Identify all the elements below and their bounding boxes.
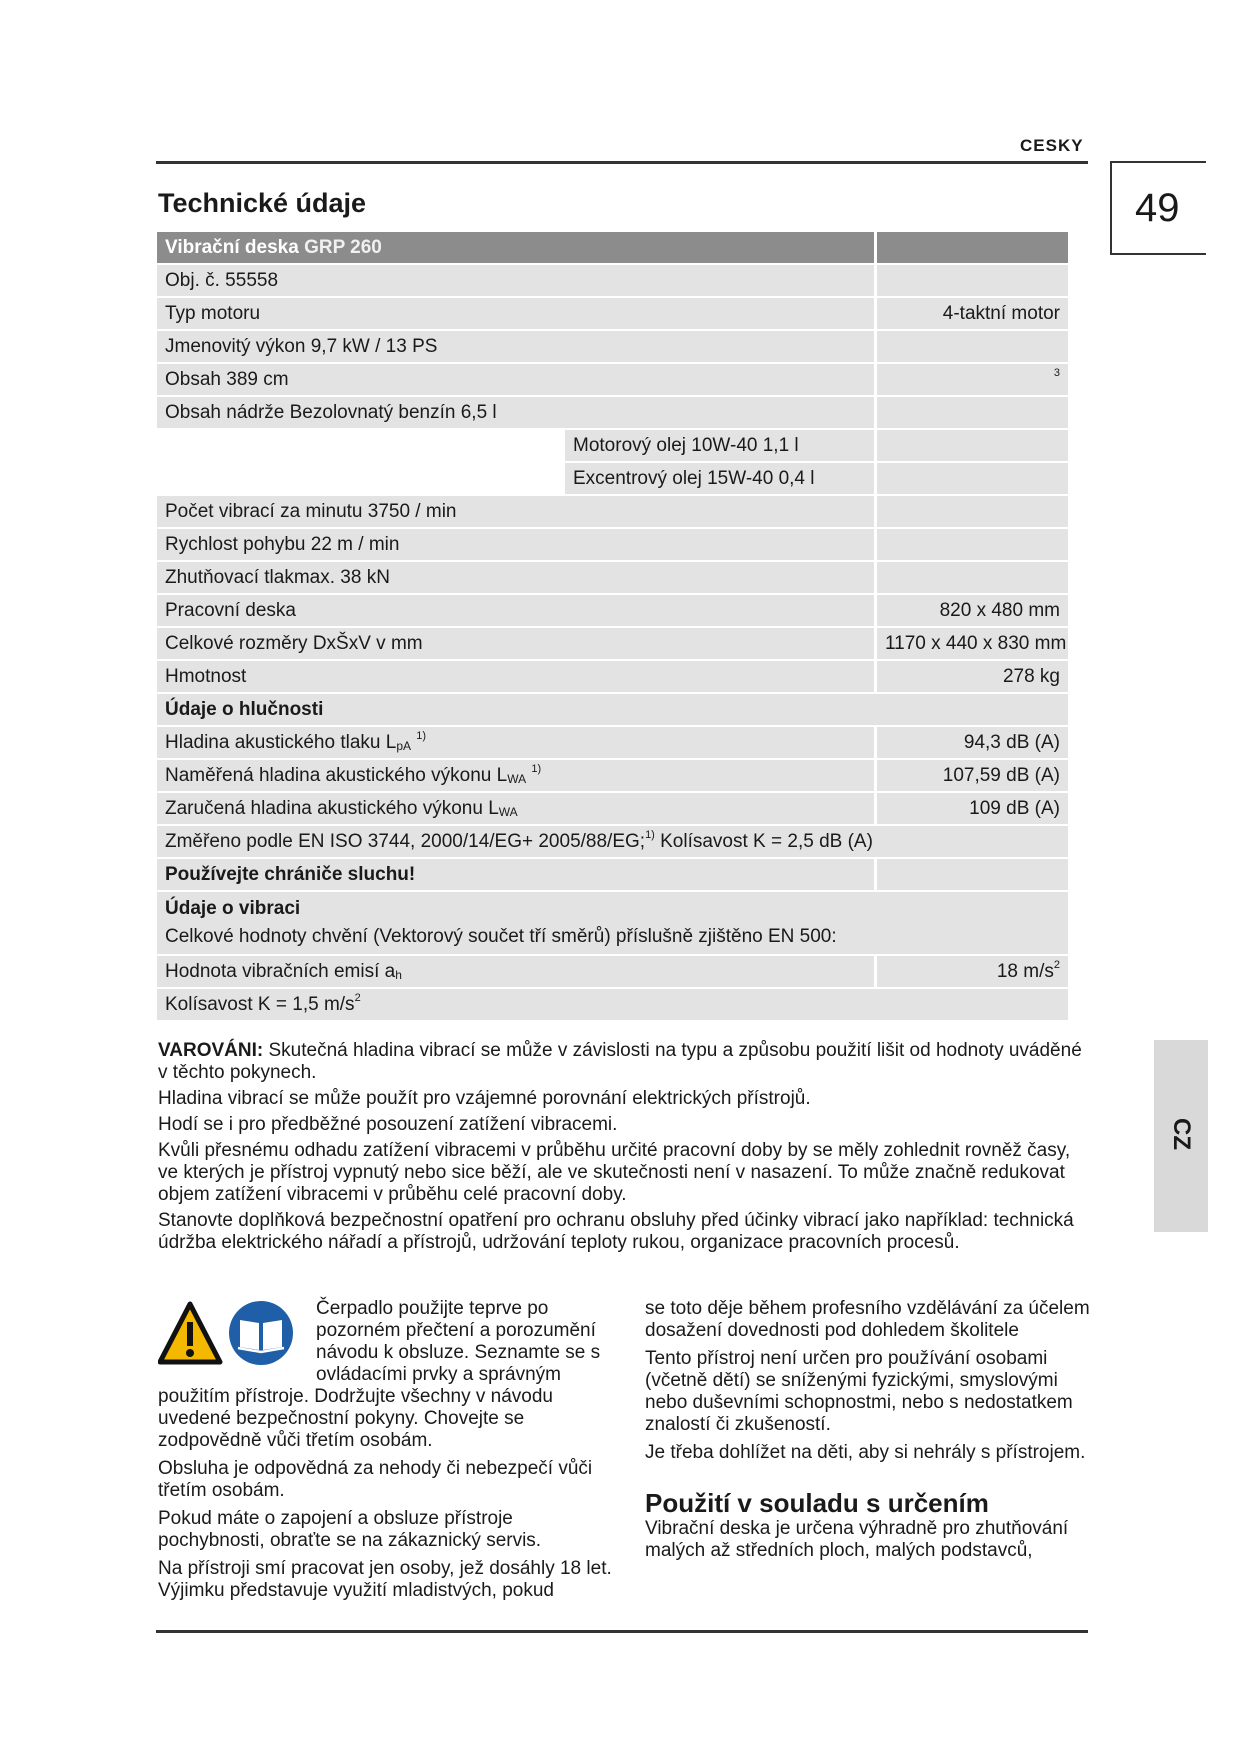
table-header-label: Vibrační deska — [165, 237, 299, 258]
table-row — [157, 529, 1068, 560]
lpa-value: 94,3 dB (A) — [877, 727, 1068, 758]
ear-protection-note: Používejte chrániče sluchu! — [157, 859, 874, 890]
warning-text: Kvůli přesnému odhadu zatížení vibracemi v průběhu určité pracovní doby by se měly zohlednit rovněž časy, ve kterých je přístroj vypnutý nebo sice běží, ale ve skutečnosti není v nasazení. To může značně redukovat objem zatížení vibracemi v průběhu celé pracovní doby. — [158, 1140, 1071, 1205]
side-language-label: CZ — [1168, 1118, 1195, 1150]
noise-uncertainty: Kolísavost K = 2,5 dB (A) — [660, 831, 873, 852]
lwa-guaranteed-value: 109 dB (A) — [877, 793, 1068, 824]
instruction-paragraph: se toto děje během profesního vzdělávání za účelem dosažení dovednosti pod dohledem školitele — [645, 1298, 1090, 1341]
dimensions-value: 1170 x 440 x 830 mm — [877, 628, 1068, 659]
bottom-rule — [156, 1630, 1088, 1633]
warning-text: Stanovte doplňková bezpečnostní opatření pro ochranu obsluhy před účinky vibrací jako například: technická údržba elektrického nářadí a přístrojů, udržování teploty rukou, organizace pracovních procesů. — [158, 1210, 1074, 1253]
instruction-paragraph: Na přístroji smí pracovat jen osoby, jež dosáhly 18 let. Výjimku představuje využití mladistvých, pokud — [158, 1558, 612, 1601]
displacement-sup: 3 — [1053, 367, 1060, 379]
table-row: Zaručená hladina akustického výkonu $L_{WA}$ 109 dB (A) — [157, 793, 1068, 824]
warning-text: Hladina vibrací se může použít pro vzájemné porovnání elektrických přístrojů. — [158, 1088, 811, 1109]
item-number: Obj. č. 55558 — [157, 265, 874, 296]
page-number: 49 — [1135, 186, 1180, 230]
compaction-force: Zhutňovací tlakmax. 38 kN — [157, 562, 874, 593]
displacement: Obsah 389 cm — [157, 364, 874, 395]
instruction-paragraph: Pokud máte o zapojení a obsluze přístroje pochybnosti, obraťte se na zákaznický servis. — [158, 1508, 542, 1551]
vibration-emission-label: Hodnota vibračních emisí a — [165, 961, 396, 982]
spec-table — [157, 232, 1068, 1022]
dimensions-label: Celkové rozměry DxŠxV v mm — [157, 628, 874, 659]
lpa-label: Hladina akustického tlaku L — [165, 732, 397, 753]
weight-label: Hmotnost — [157, 661, 874, 692]
plate-value: 820 x 480 mm — [877, 595, 1068, 626]
travel-speed: Rychlost pohybu 22 m / min — [157, 529, 874, 560]
vibration-total: Celkové hodnoty chvění (Vektorový součet tří směrů) příslušně zjištěno EN 500: — [165, 926, 837, 947]
table-row — [157, 496, 1068, 527]
tank-capacity: Obsah nádrže Bezolovnatý benzín 6,5 l — [157, 397, 874, 428]
measured-standard: Změřeno podle EN ISO 3744, 2000/14/EG+ 2005/88/EG; — [165, 831, 646, 852]
warning-triangle-icon — [160, 1304, 220, 1362]
vibration-uncertainty: Kolísavost K = 1,5 m/s — [165, 994, 355, 1015]
table-row: Kolísavost K = 1,5 $m/s^2$ — [157, 989, 1068, 1020]
table-row — [157, 298, 1068, 329]
table-row: Změřeno podle EN ISO 3744, 2000/14/EG+ 2005/88/EG;$^{1)}$ Kolísavost K = 2,5 dB (A) — [157, 826, 1068, 857]
warning-text: Skutečná hladina vibrací se může v závislosti na typu a způsobu použití lišit od hodnoty uváděné v těchto pokynech. — [158, 1040, 1082, 1083]
table-header-row — [157, 232, 1068, 263]
page-title: Technické údaje — [158, 188, 367, 218]
language-label: CESKY — [1020, 136, 1084, 155]
lwa-label: Naměřená hladina akustického výkonu L — [165, 765, 508, 786]
motor-type-label: Typ motoru — [157, 298, 874, 329]
right-column — [645, 1298, 1090, 1568]
table-row — [157, 892, 1068, 954]
weight-value: 278 kg — [877, 661, 1068, 692]
table-row — [157, 397, 1068, 428]
noise-heading: Údaje o hlučnosti — [157, 694, 1068, 725]
table-row — [157, 859, 1068, 890]
table-row — [157, 430, 1068, 461]
table-row — [157, 463, 1068, 494]
table-row: Hladina akustického tlaku $L_{pA}$ $^{1)}$ 94,3 dB (A) — [157, 727, 1068, 758]
table-row — [157, 562, 1068, 593]
table-row: Hodnota vibračních emisí $a_h$ 18 $m/s^2$ — [157, 956, 1068, 987]
table-row — [157, 628, 1068, 659]
table-row — [157, 364, 1068, 395]
rated-power: Jmenovitý výkon 9,7 kW / 13 PS — [157, 331, 874, 362]
instruction-paragraph: Je třeba dohlížet na děti, aby si nehrály s přístrojem. — [645, 1442, 1086, 1463]
vibrations-per-minute: Počet vibrací za minutu 3750 / min — [157, 496, 874, 527]
instruction-paragraph: Čerpadlo použijte teprve po pozorném přečtení a porozumění návodu k obsluze. Seznamte se s ovládacími prvky a správným použitím přístroje. Dodržujte všechny v návodu uvedené bezpečnostní pokyny. Chovejte se zodpovědně vůči třetím osobám. — [158, 1298, 601, 1451]
safety-icons — [158, 1298, 306, 1370]
section-heading: Použití v souladu s určením — [645, 1488, 989, 1518]
motor-type-value: 4-taktní motor — [877, 298, 1068, 329]
table-row — [157, 595, 1068, 626]
lwa-guaranteed-label: Zaručená hladina akustického výkonu L — [165, 798, 499, 819]
motor-oil: Motorový olej 10W-40 1,1 l — [562, 430, 874, 461]
instruction-paragraph: Tento přístroj není určen pro používání osobami (včetně dětí) se sníženými fyzickými, smyslovými nebo duševními schopnostmi, nebo s nedostatkem znalostí či zkušeností. — [645, 1348, 1073, 1435]
read-manual-icon — [229, 1301, 293, 1365]
warning-block — [158, 1040, 1090, 1258]
table-row — [157, 661, 1068, 692]
table-row — [157, 694, 1068, 725]
top-rule — [156, 161, 1088, 164]
excenter-oil: Excentrový olej 15W-40 0,4 l — [562, 463, 874, 494]
warning-text: Hodí se i pro předběžné posouzení zatížení vibracemi. — [158, 1114, 618, 1135]
vibration-heading: Údaje o vibraci — [165, 898, 301, 919]
table-header-model: GRP 260 — [304, 237, 382, 258]
plate-label: Pracovní deska — [157, 595, 874, 626]
lwa-value: 107,59 dB (A) — [877, 760, 1068, 791]
warning-label: VAROVÁNI: — [158, 1040, 264, 1061]
instruction-paragraph: Vibrační deska je určena výhradně pro zhutňování malých až středních ploch, malých podstavců, — [645, 1518, 1069, 1561]
table-row: Naměřená hladina akustického výkonu $L_{WA}$ $^{1)}$ 107,59 dB (A) — [157, 760, 1068, 791]
table-row — [157, 265, 1068, 296]
vibration-emission-value: 18 m/s — [996, 961, 1054, 982]
left-column — [158, 1298, 613, 1608]
table-row — [157, 331, 1068, 362]
instruction-paragraph: Obsluha je odpovědná za nehody či nebezpečí vůči třetím osobám. — [158, 1458, 593, 1501]
